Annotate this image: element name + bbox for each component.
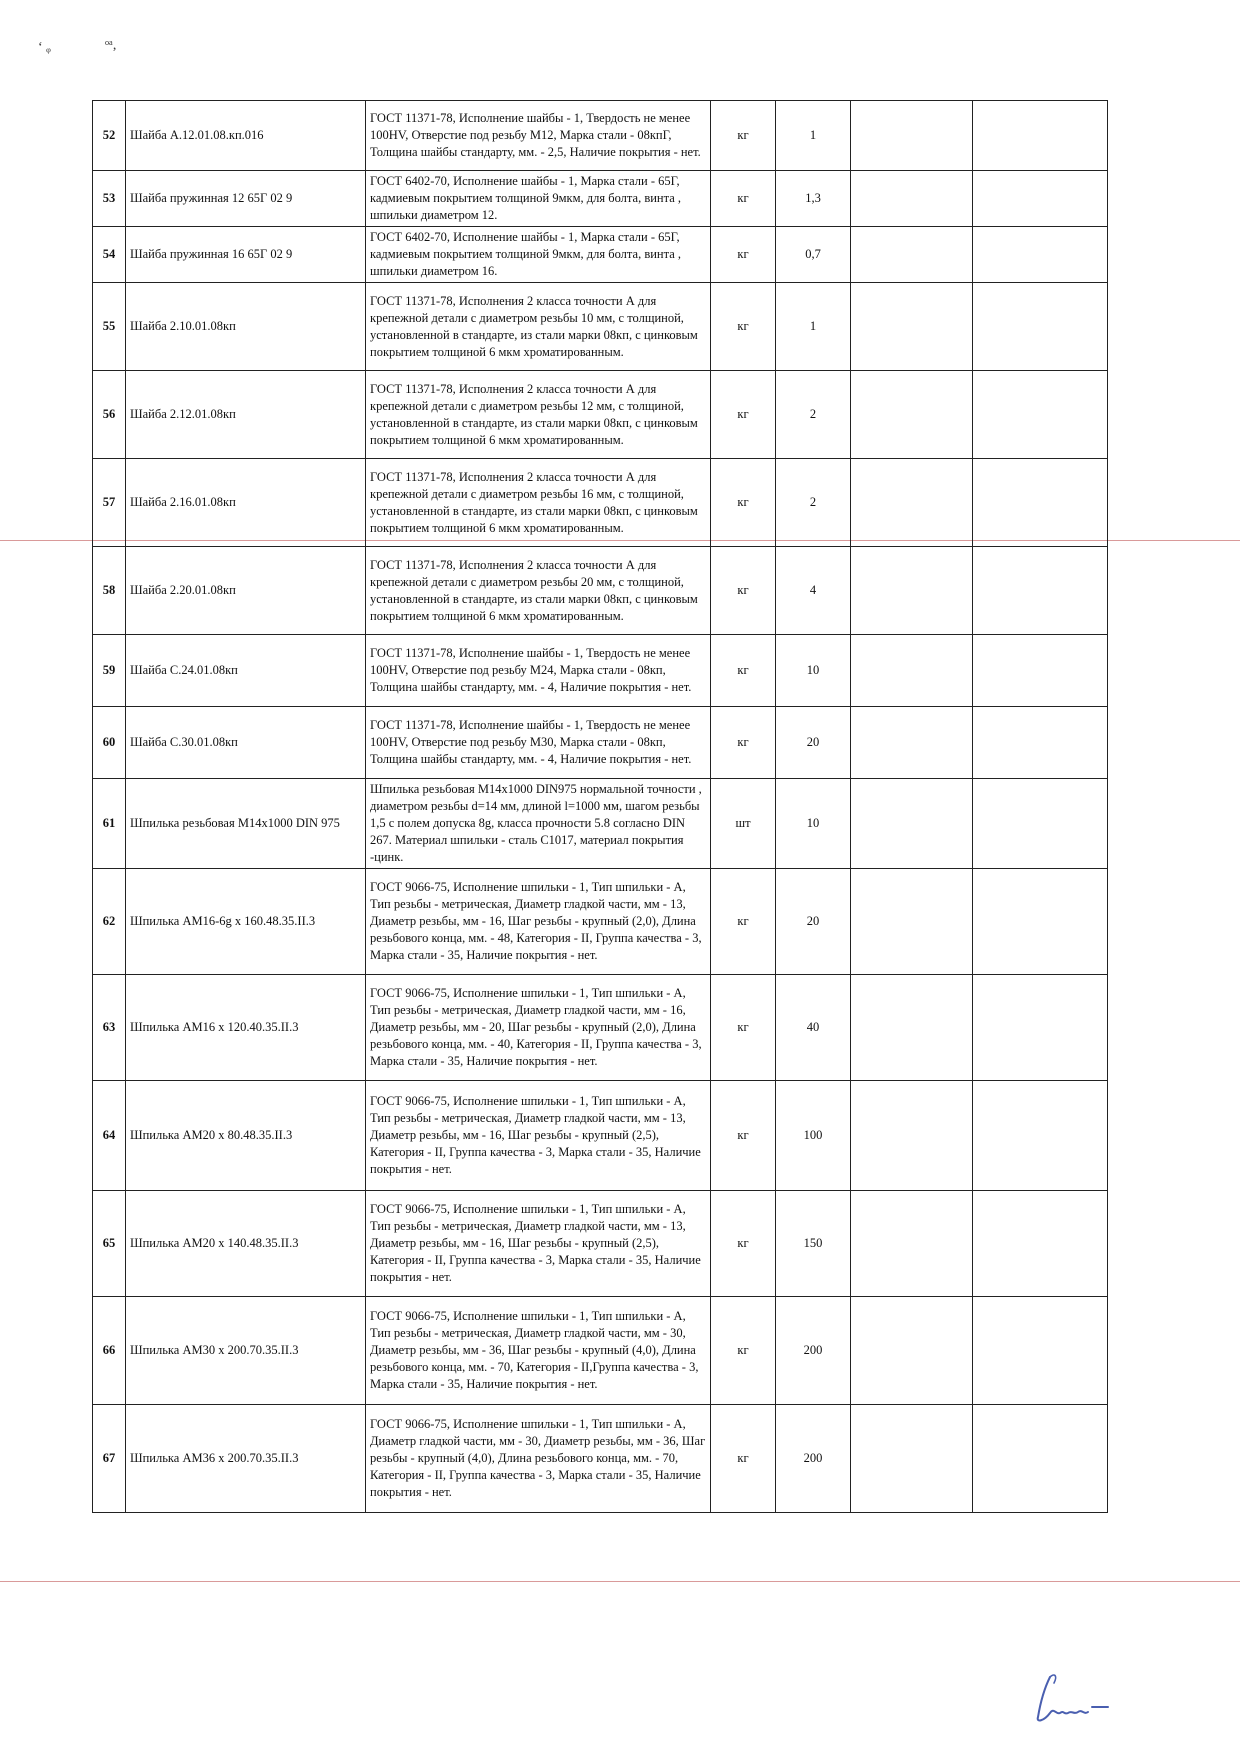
empty-cell [973,1191,1108,1297]
empty-cell [973,459,1108,547]
empty-cell [851,547,973,635]
empty-cell [851,779,973,869]
row-number: 62 [93,869,126,975]
quantity: 2 [776,459,851,547]
table-row [93,635,1108,707]
row-number: 58 [93,547,126,635]
item-description: ГОСТ 9066-75, Исполнение шпильки - 1, Тип шпильки - А, Тип резьбы - метрическая, Диаметр гладкой части, мм - 13, Диаметр резьбы, мм - 16, Шаг резьбы - крупный (2,0), Длина резьбового конца, мм. - 48, Категория - II, Группа качества - 3, Марка стали - 35, Наличие покрытия - нет. [366,869,711,975]
item-name: Шайба 2.12.01.08кп [126,371,366,459]
row-number: 56 [93,371,126,459]
table-row [93,707,1108,779]
row-number: 55 [93,283,126,371]
empty-cell [851,975,973,1081]
table-row [93,171,1108,227]
empty-cell [973,635,1108,707]
row-number: 57 [93,459,126,547]
table-row [93,371,1108,459]
empty-cell [851,283,973,371]
empty-cell [851,227,973,283]
empty-cell [851,459,973,547]
item-name: Шпилька АМ30 x 200.70.35.II.3 [126,1297,366,1405]
item-description: Шпилька резьбовая M14x1000 DIN975 нормальной точности , диаметром резьбы d=14 мм, длиной l=1000 мм, шагом резьбы 1,5 с полем допуска 8g, класса прочности 5.8 согласно DIN 267. Материал шпильки - сталь C1017, материал покрытия -цинк. [366,779,711,869]
unit-of-measure: кг [711,101,776,171]
empty-cell [851,101,973,171]
item-name: Шайба 2.10.01.08кп [126,283,366,371]
empty-cell [851,635,973,707]
item-description: ГОСТ 6402-70, Исполнение шайбы - 1, Марка стали - 65Г, кадмиевым покрытием толщиной 9мкм, для болта, винта , шпильки диаметром 12. [366,171,711,227]
unit-of-measure: кг [711,975,776,1081]
quantity: 40 [776,975,851,1081]
empty-cell [973,1081,1108,1191]
quantity: 20 [776,869,851,975]
quantity: 1,3 [776,171,851,227]
quantity: 20 [776,707,851,779]
item-description: ГОСТ 9066-75, Исполнение шпильки - 1, Тип шпильки - А, Диаметр гладкой части, мм - 30, Диаметр резьбы, мм - 36, Шаг резьбы - крупный (4,0), Длина резьбового конца, мм. - 70, Категория - II, Группа качества - 3, Марка стали - 35, Наличие покрытия - нет. [366,1405,711,1513]
item-name: Шайба 2.16.01.08кп [126,459,366,547]
table-row [93,869,1108,975]
item-description: ГОСТ 6402-70, Исполнение шайбы - 1, Марка стали - 65Г, кадмиевым покрытием толщиной 9мкм, для болта, винта , шпильки диаметром 16. [366,227,711,283]
empty-cell [851,171,973,227]
row-number: 67 [93,1405,126,1513]
quantity: 200 [776,1405,851,1513]
unit-of-measure: кг [711,227,776,283]
table-row [93,227,1108,283]
quantity: 2 [776,371,851,459]
row-number: 66 [93,1297,126,1405]
table-row [93,1081,1108,1191]
empty-cell [973,371,1108,459]
item-description: ГОСТ 11371-78, Исполнение шайбы - 1, Твердость не менее 100HV, Отверстие под резьбу М30, Марка стали - 08кп, Толщина шайбы стандарту, мм. - 4, Наличие покрытия - нет. [366,707,711,779]
unit-of-measure: кг [711,1297,776,1405]
empty-cell [973,1405,1108,1513]
quantity: 200 [776,1297,851,1405]
quantity: 150 [776,1191,851,1297]
unit-of-measure: кг [711,547,776,635]
unit-of-measure: кг [711,869,776,975]
scan-artifact-mark: ʻ ᵩ [38,40,51,55]
empty-cell [851,1191,973,1297]
item-description: ГОСТ 9066-75, Исполнение шпильки - 1, Тип шпильки - А, Тип резьбы - метрическая, Диаметр гладкой части, мм - 13, Диаметр резьбы, мм - 16, Шаг резьбы - крупный (2,5), Категория - II, Группа качества - 3, Марка стали - 35, Наличие покрытия - нет. [366,1191,711,1297]
scan-artifact-mark: ᵒᵃ, [105,38,117,53]
item-name: Шпилька АМ16-6g x 160.48.35.II.3 [126,869,366,975]
specification-table [92,100,1108,1513]
item-name: Шайба пружинная 12 65Г 02 9 [126,171,366,227]
unit-of-measure: кг [711,707,776,779]
quantity: 100 [776,1081,851,1191]
empty-cell [851,1297,973,1405]
quantity: 1 [776,283,851,371]
table-body [93,101,1108,1513]
item-description: ГОСТ 11371-78, Исполнения 2 класса точности А для крепежной детали с диаметром резьбы 16 мм, с толщиной, установленной в стандарте, из стали марки 08кп, с цинковым покрытием толщиной 6 мкм хроматированным. [366,459,711,547]
unit-of-measure: кг [711,459,776,547]
item-description: ГОСТ 11371-78, Исполнения 2 класса точности А для крепежной детали с диаметром резьбы 12 мм, с толщиной, установленной в стандарте, из стали марки 08кп, с цинковым покрытием толщиной 6 мкм хроматированным. [366,371,711,459]
unit-of-measure: кг [711,635,776,707]
empty-cell [851,707,973,779]
empty-cell [973,1297,1108,1405]
item-description: ГОСТ 11371-78, Исполнения 2 класса точности А для крепежной детали с диаметром резьбы 20 мм, с толщиной, установленной в стандарте, из стали марки 08кп, с цинковым покрытием толщиной 6 мкм хроматированным. [366,547,711,635]
empty-cell [973,283,1108,371]
item-description: ГОСТ 9066-75, Исполнение шпильки - 1, Тип шпильки - А, Тип резьбы - метрическая, Диаметр гладкой части, мм - 16, Диаметр резьбы, мм - 20, Шаг резьбы - крупный (2,0), Длина резьбового конца, мм. - 40, Категория - II, Группа качества - 3, Марка стали - 35, Наличие покрытия - нет. [366,975,711,1081]
row-number: 53 [93,171,126,227]
empty-cell [973,975,1108,1081]
row-number: 54 [93,227,126,283]
row-number: 65 [93,1191,126,1297]
table-row [93,975,1108,1081]
quantity: 0,7 [776,227,851,283]
empty-cell [851,1405,973,1513]
unit-of-measure: кг [711,1191,776,1297]
table-row [93,283,1108,371]
item-name: Шпилька резьбовая M14x1000 DIN 975 [126,779,366,869]
row-number: 52 [93,101,126,171]
empty-cell [973,707,1108,779]
table-row [93,547,1108,635]
row-number: 63 [93,975,126,1081]
empty-cell [851,1081,973,1191]
unit-of-measure: кг [711,1081,776,1191]
quantity: 1 [776,101,851,171]
row-number: 64 [93,1081,126,1191]
unit-of-measure: кг [711,283,776,371]
item-name: Шайба С.30.01.08кп [126,707,366,779]
empty-cell [973,547,1108,635]
table-row [93,101,1108,171]
signature [1028,1665,1138,1725]
item-name: Шпилька АМ16 x 120.40.35.II.3 [126,975,366,1081]
table-row [93,779,1108,869]
item-name: Шпилька АМ20 x 140.48.35.II.3 [126,1191,366,1297]
item-description: ГОСТ 9066-75, Исполнение шпильки - 1, Тип шпильки - А, Тип резьбы - метрическая, Диаметр гладкой части, мм - 13, Диаметр резьбы, мм - 16, Шаг резьбы - крупный (2,5), Категория - II, Группа качества - 3, Марка стали - 35, Наличие покрытия - нет. [366,1081,711,1191]
row-number: 61 [93,779,126,869]
item-description: ГОСТ 11371-78, Исполнение шайбы - 1, Твердость не менее 100HV, Отверстие под резьбу М24, Марка стали - 08кп, Толщина шайбы стандарту, мм. - 4, Наличие покрытия - нет. [366,635,711,707]
item-description: ГОСТ 9066-75, Исполнение шпильки - 1, Тип шпильки - А, Тип резьбы - метрическая, Диаметр гладкой части, мм - 30, Диаметр резьбы, мм - 36, Шаг резьбы - крупный (4,0), Длина резьбового конца, мм. - 70, Категория - II,Группа качества - 3, Марка стали - 35, Наличие покрытия - нет. [366,1297,711,1405]
quantity: 10 [776,779,851,869]
table-row [93,1405,1108,1513]
scan-line [0,1581,1240,1582]
empty-cell [851,371,973,459]
unit-of-measure: шт [711,779,776,869]
item-name: Шпилька АМ20 x 80.48.35.II.3 [126,1081,366,1191]
quantity: 10 [776,635,851,707]
empty-cell [973,227,1108,283]
empty-cell [973,869,1108,975]
item-name: Шайба пружинная 16 65Г 02 9 [126,227,366,283]
item-description: ГОСТ 11371-78, Исполнения 2 класса точности А для крепежной детали с диаметром резьбы 10 мм, с толщиной, установленной в стандарте, из стали марки 08кп, с цинковым покрытием толщиной 6 мкм хроматированным. [366,283,711,371]
item-name: Шайба 2.20.01.08кп [126,547,366,635]
table-row [93,459,1108,547]
item-name: Шайба С.24.01.08кп [126,635,366,707]
empty-cell [851,869,973,975]
item-description: ГОСТ 11371-78, Исполнение шайбы - 1, Твердость не менее 100HV, Отверстие под резьбу М12, Марка стали - 08кпГ, Толщина шайбы стандарту, мм. - 2,5, Наличие покрытия - нет. [366,101,711,171]
row-number: 60 [93,707,126,779]
item-name: Шайба А.12.01.08.кп.016 [126,101,366,171]
table-row [93,1191,1108,1297]
empty-cell [973,171,1108,227]
unit-of-measure: кг [711,371,776,459]
quantity: 4 [776,547,851,635]
unit-of-measure: кг [711,1405,776,1513]
item-name: Шпилька АМ36 x 200.70.35.II.3 [126,1405,366,1513]
empty-cell [973,101,1108,171]
row-number: 59 [93,635,126,707]
empty-cell [973,779,1108,869]
unit-of-measure: кг [711,171,776,227]
table-row [93,1297,1108,1405]
